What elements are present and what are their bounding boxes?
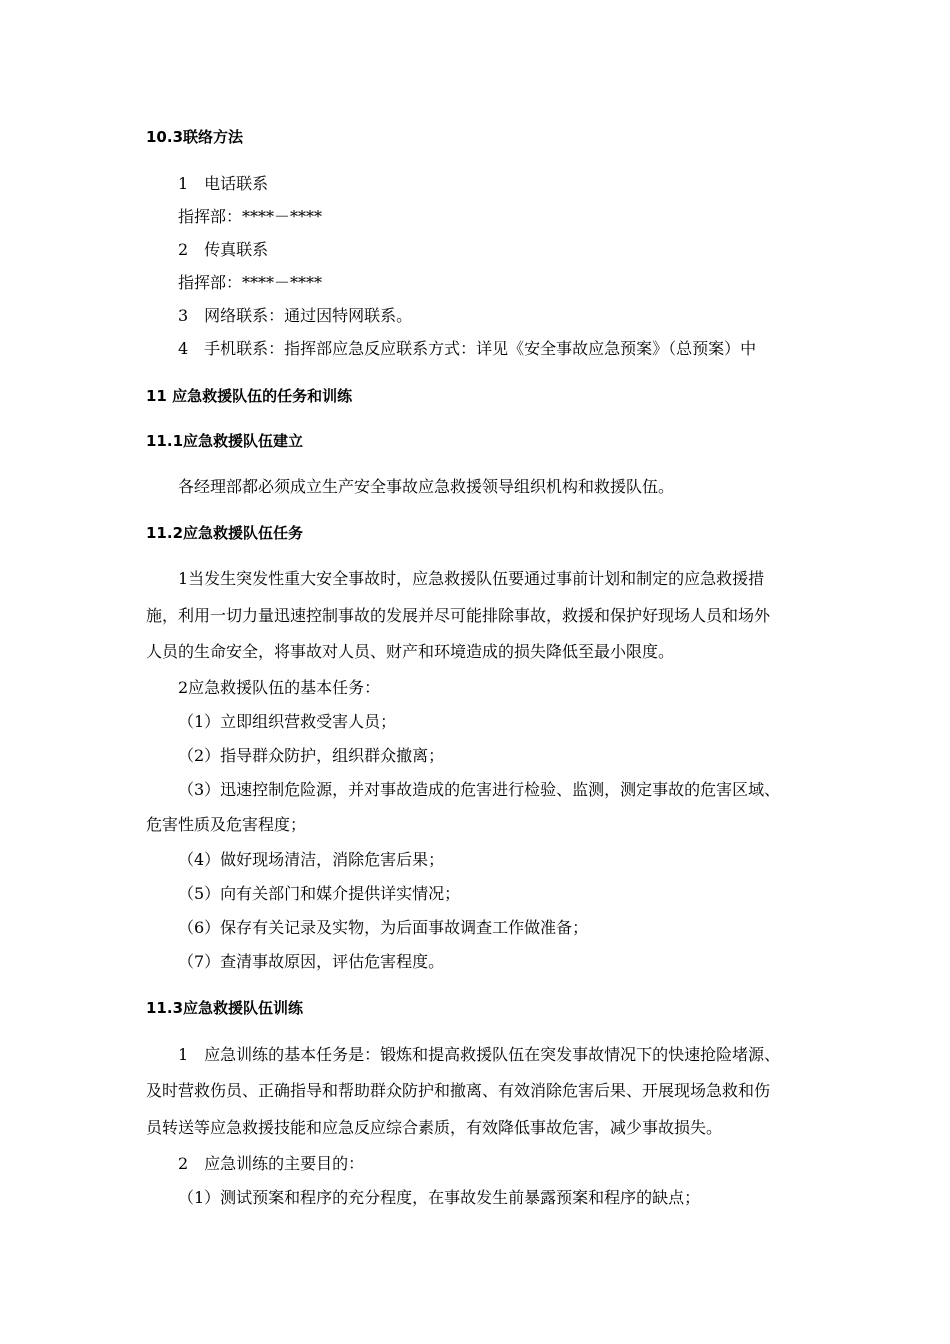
contact-item-phone: 1 电话联系 [178,174,269,193]
task-list-item: （4）做好现场清洁，消除危害后果； [178,850,445,869]
section-heading-11: 11 应急救援队伍的任务和训练 [146,387,353,405]
task-list-item: （2）指导群众防护，组织群众撤离； [178,746,445,765]
paragraph-11-3-purpose-intro: 2 应急训练的主要目的： [178,1154,365,1173]
contact-item-mobile: 4 手机联系：指挥部应急反应联系方式：详见《安全事故应急预案》（总预案）中 [178,339,757,358]
paragraph-11-3-line: 1 应急训练的基本任务是：锻炼和提高救援队伍在突发事故情况下的快速抢险堵源、 [178,1045,781,1064]
paragraph-11-3-line: 员转送等应急救援技能和应急反应综合素质，有效降低事故危害，减少事故损失。 [146,1118,723,1137]
task-list-item: （3）迅速控制危险源，并对事故造成的危害进行检验、监测，测定事故的危害区域、 [178,780,781,799]
paragraph-11-2-tasks-intro: 2应急救援队伍的基本任务： [178,678,381,697]
paragraph-11-1: 各经理部都必须成立生产安全事故应急救援领导组织机构和救援队伍。 [178,477,675,496]
section-heading-11-2: 11.2应急救援队伍任务 [146,524,304,542]
paragraph-11-2-line: 施，利用一切力量迅速控制事故的发展并尽可能排除事故，救援和保护好现场人员和场外 [146,606,771,625]
task-list-item: （1）立即组织营救受害人员； [178,712,397,731]
paragraph-11-2-line: 1当发生突发性重大安全事故时，应急救援队伍要通过事前计划和制定的应急救援措 [178,569,765,588]
contact-phone-value: 指挥部：****－**** [178,207,323,226]
task-list-item: （6）保存有关记录及实物，为后面事故调查工作做准备； [178,918,589,937]
task-list-item: （7）查清事故原因，评估危害程度。 [178,952,445,971]
section-heading-11-3: 11.3应急救援队伍训练 [146,999,304,1017]
paragraph-11-3-line: 及时营救伤员、正确指导和帮助群众防护和撤离、有效消除危害后果、开展现场急救和伤 [146,1081,771,1100]
task-list-item-continuation: 危害性质及危害程度； [146,815,307,834]
paragraph-11-2-line: 人员的生命安全，将事故对人员、财产和环境造成的损失降低至最小限度。 [146,642,675,661]
purpose-list-item: （1）测试预案和程序的充分程度，在事故发生前暴露预案和程序的缺点； [178,1188,701,1207]
section-heading-11-1: 11.1应急救援队伍建立 [146,432,304,450]
contact-fax-value: 指挥部：****－**** [178,273,323,292]
contact-item-fax: 2 传真联系 [178,240,269,259]
task-list-item: （5）向有关部门和媒介提供详实情况； [178,884,461,903]
section-heading-10-3: 10.3联络方法 [146,128,244,146]
contact-item-network: 3 网络联系：通过因特网联系。 [178,306,413,325]
